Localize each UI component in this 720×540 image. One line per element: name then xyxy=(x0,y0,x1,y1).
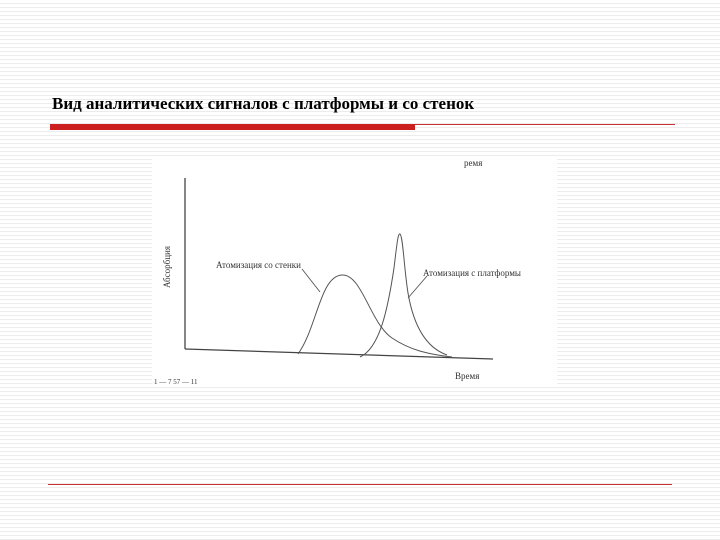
platform-label-leader xyxy=(408,276,427,298)
y-axis-label: Абсорбция xyxy=(162,246,172,288)
wall-label-leader xyxy=(302,269,320,292)
title-accent-rule xyxy=(50,124,415,130)
top-label: ремя xyxy=(464,158,483,168)
signal-figure xyxy=(152,158,557,384)
platform-atomization-curve xyxy=(360,234,447,357)
x-axis-label: Время xyxy=(455,371,480,381)
slide-title: Вид аналитических сигналов с платформы и со стенок xyxy=(52,94,475,113)
title-thin-rule xyxy=(415,124,675,125)
bottom-fragment-text: 1 — 7 57 — 11 xyxy=(154,378,198,384)
wall-atomization-curve xyxy=(298,275,452,357)
platform-curve-label: Атомизация с платформы xyxy=(423,268,521,278)
footer-rule xyxy=(48,484,672,485)
signal-diagram xyxy=(152,158,557,384)
wall-curve-label: Атомизация со стенки xyxy=(216,260,301,270)
x-axis xyxy=(185,349,493,359)
